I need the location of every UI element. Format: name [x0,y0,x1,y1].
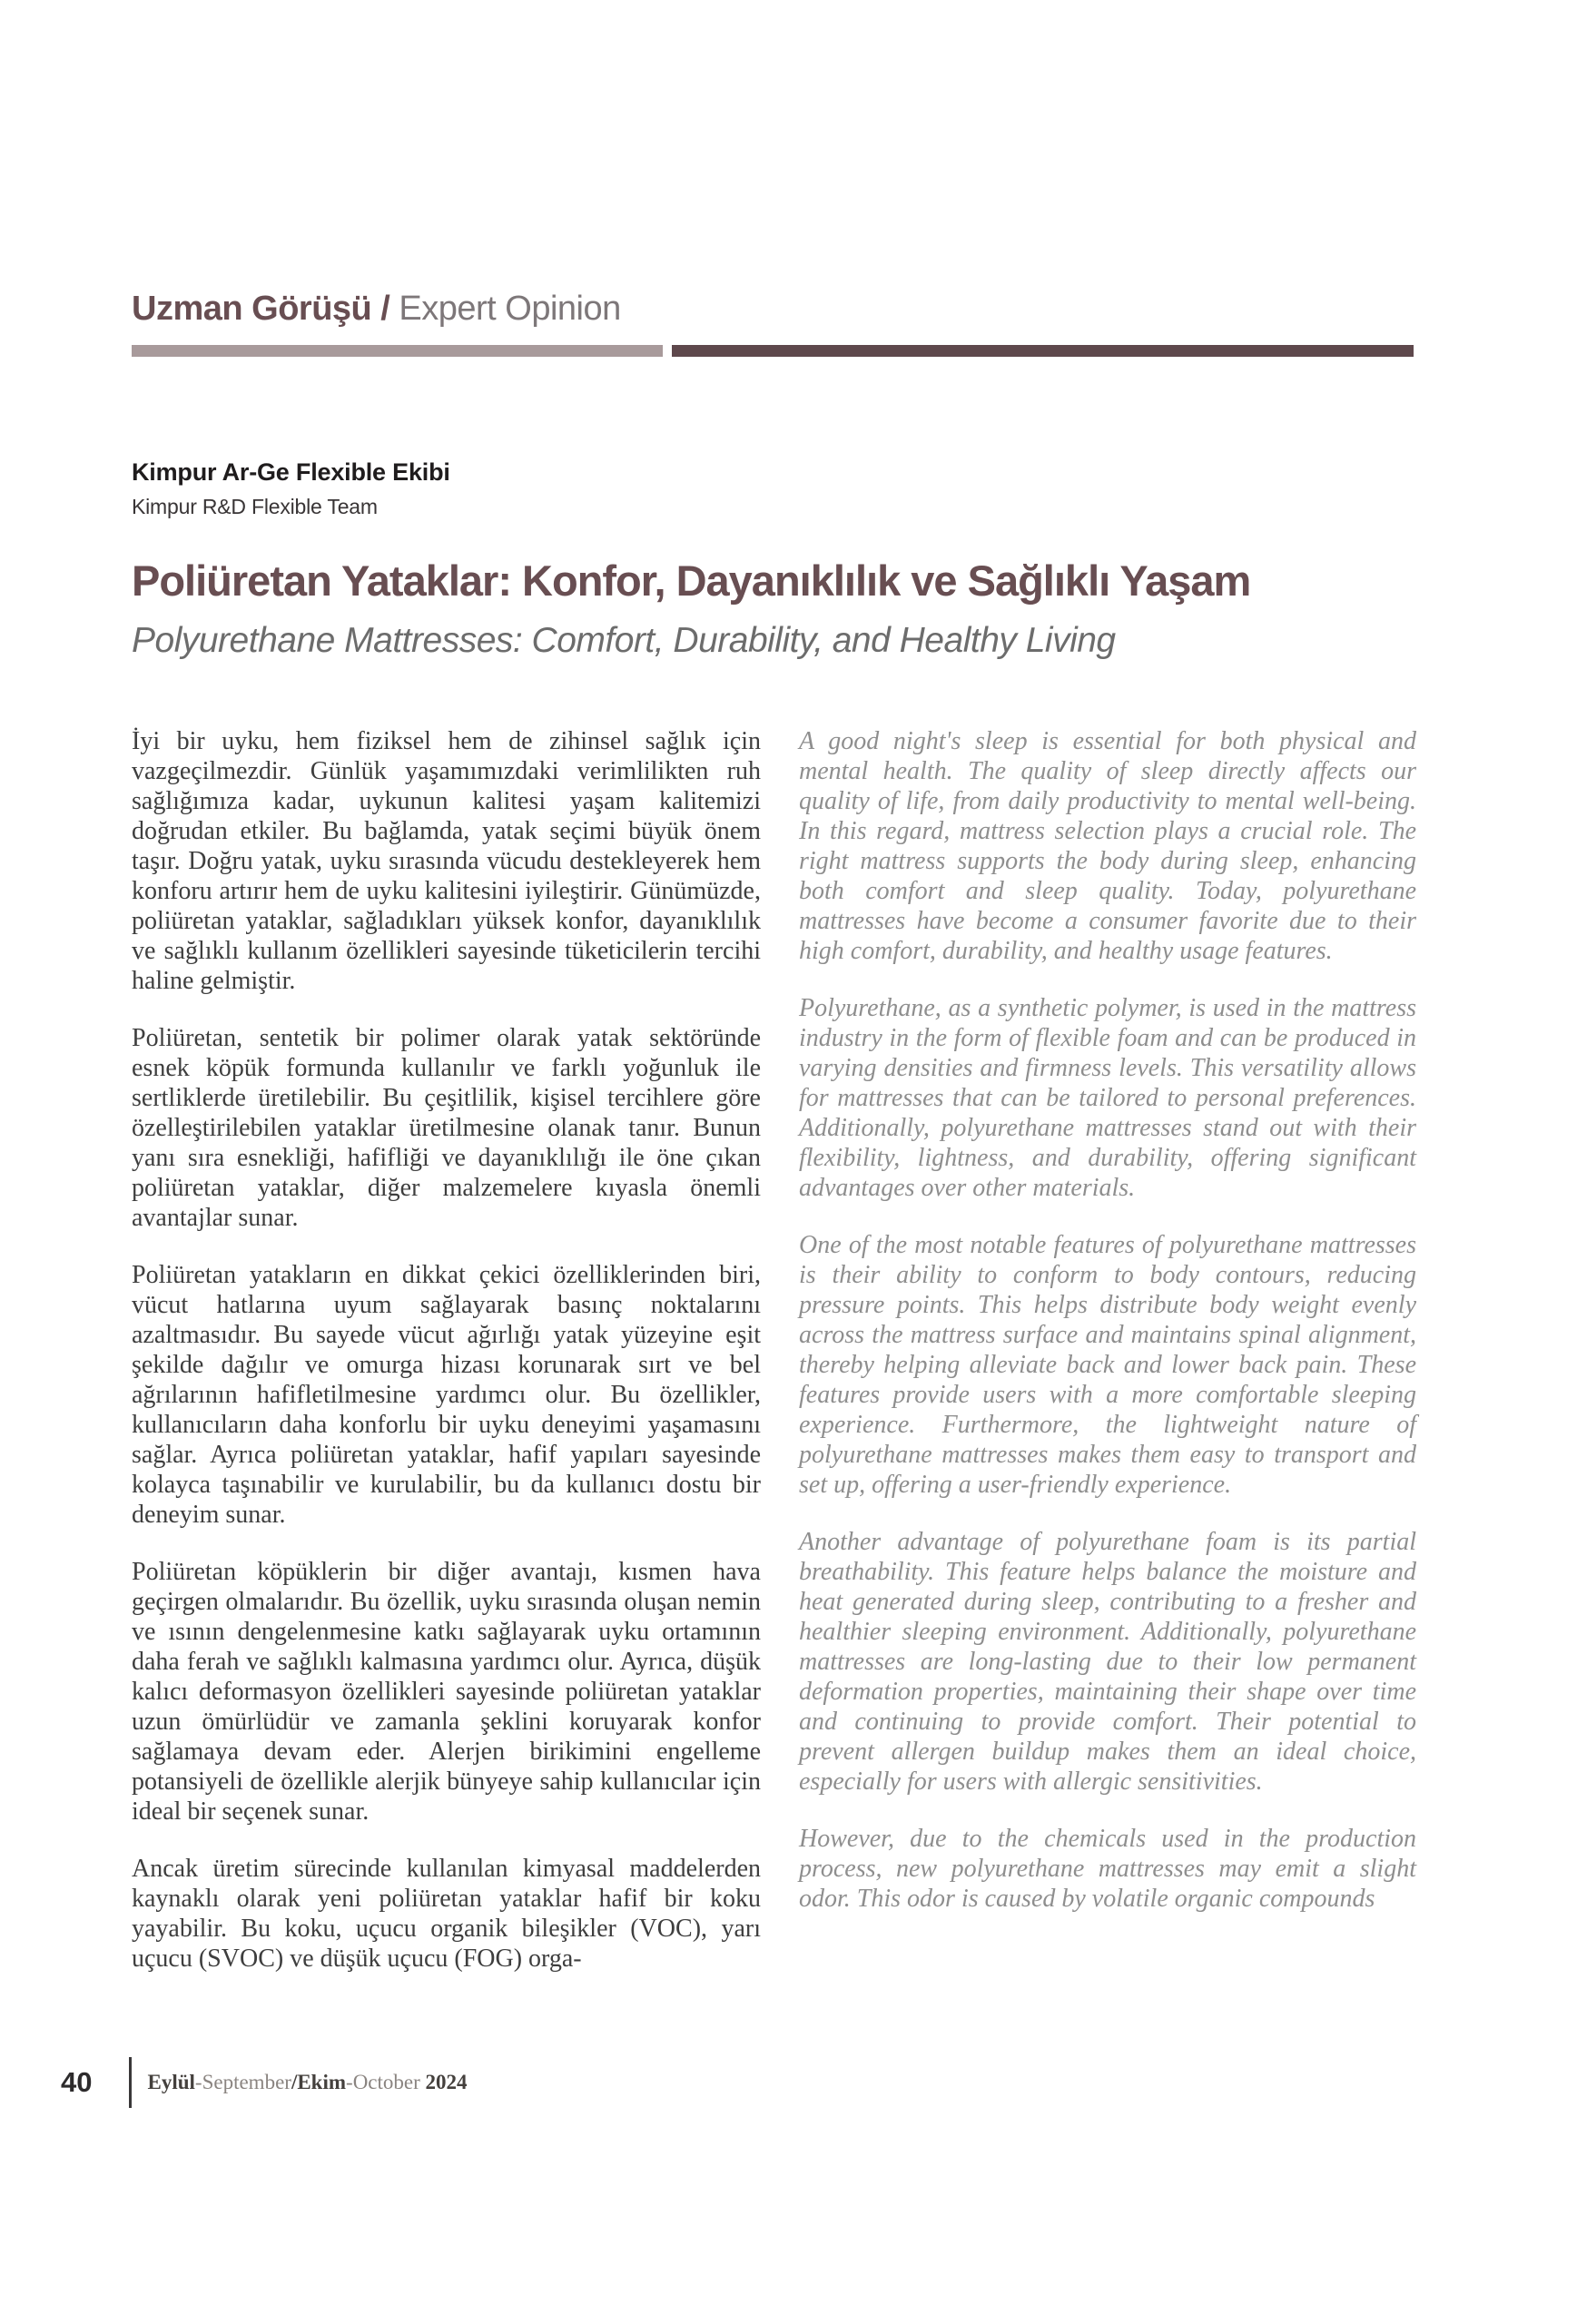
date-segment: September [202,2071,291,2093]
paragraph: Poliüretan, sentetik bir polimer olarak yatak sektöründe esnek köpük formunda kullanılır ve farklı yoğunluk ile sertliklerde üretilebilir. Bu çeşitlilik, kişisel tercihlere göre özelleştirilebilen yataklar üretilmesine olanak tanır. Bunun yanı sıra esnekliği, hafifliği ve dayanıklılığı ile öne çıkan poliüretan yataklar, diğer malzemelere kıyasla önemli avantajlar sunar. [132,1024,761,1232]
date-segment: Ekim [297,2071,347,2093]
article-title-turkish: Poliüretan Yataklar: Konfor, Dayanıklılık ve Sağlıklı Yaşam [132,556,1251,605]
footer-divider [129,2057,132,2108]
date-segment: - [346,2071,353,2093]
article-titles [132,556,1441,663]
column-english [799,726,1416,2001]
page-number: 40 [61,2066,93,2098]
paragraph: One of the most notable features of polyurethane mattresses is their ability to conform to body contours, reducing pressure points. This helps distribute body weight evenly across the mattress surface and maintains spinal alignment, thereby helping alleviate back and lower back pain. These features provide users with a more comfortable sleeping experience. Furthermore, the lightweight nature of polyurethane mattresses makes them easy to transport and set up, offering a user-friendly experience. [799,1231,1416,1499]
section-title [132,287,1414,330]
date-segment: Eylül [147,2071,195,2093]
rule-light-segment [132,345,663,357]
issue-date [147,2071,467,2094]
article-body [132,726,1416,2001]
section-rule [132,345,1414,357]
column-turkish [132,726,761,2001]
byline [132,458,450,519]
date-segment: / [291,2071,298,2093]
paragraph: Ancak üretim sürecinde kullanılan kimyasal maddelerden kaynaklı olarak yeni poliüretan yataklar hafif bir koku yayabilir. Bu koku, uçucu organik bileşikler (VOC), yarı uçucu (SVOC) ve düşük uçucu (FOG) orga- [132,1855,761,1973]
page-footer [61,2057,468,2108]
paragraph: A good night's sleep is essential for both physical and mental health. The quality of sleep directly affects our quality of life, from daily productivity to mental well-being. In this regard, mattress selection plays a crucial role. The right mattress supports the body during sleep, enhancing both comfort and sleep quality. Today, polyurethane mattresses have become a consumer favorite due to their high comfort, durability, and healthy usage features. [799,727,1416,965]
article-title-english: Polyurethane Mattresses: Comfort, Durability, and Healthy Living [132,621,1116,660]
paragraph: Another advantage of polyurethane foam is its partial breathability. This feature helps balance the moisture and heat generated during sleep, contributing to a fresher and healthier sleeping environment. Additionally, polyurethane mattresses are long-lasting due to their low permanent deformation properties, maintaining their shape over time and continuing to provide comfort. Their potential to prevent allergen buildup makes them an ideal choice, especially for users with allergic sensitivities. [799,1528,1416,1796]
section-header [132,287,1414,357]
date-segment: - [194,2071,202,2093]
paragraph: Polyurethane, as a synthetic polymer, is used in the mattress industry in the form of flexible foam and can be produced in varying densities and firmness levels. This versatility allows for mattresses that can be tailored to personal preferences. Additionally, polyurethane mattresses stand out with their flexibility, lightness, and durability, offering significant advantages over other materials. [799,994,1416,1202]
paragraph: İyi bir uyku, hem fiziksel hem de zihinsel sağlık için vazgeçilmezdir. Günlük yaşamımızdaki verimlilikten ruh sağlığımıza kadar, uykunun kalitesi yaşam kalitemizi doğrudan etkiler. Bu bağlamda, yatak seçimi büyük önem taşır. Doğru yatak, uyku sırasında vücudu destekleyerek hem konforu artırır hem de uyku kalitesini iyileştirir. Günümüzde, poliüretan yataklar, sağladıkları yüksek konfor, dayanıklılık ve sağlıklı kullanım özellikleri sayesinde tüketicilerin tercihi haline gelmiştir. [132,727,761,995]
section-title-english: Expert Opinion [399,290,621,328]
author-name-turkish: Kimpur Ar-Ge Flexible Ekibi [132,458,450,486]
author-name-english: Kimpur R&D Flexible Team [132,495,378,518]
date-segment: 2024 [419,2071,468,2093]
paragraph: Poliüretan yatakların en dikkat çekici özelliklerinden biri, vücut hatlarına uyum sağlayarak basınç noktalarını azaltmasıdır. Bu sayede vücut ağırlığı yatak yüzeyine eşit şekilde dağılır ve omurga hizası korunarak sırt ve bel ağrılarının hafifletilmesine yardımcı olur. Bu özellikler, kullanıcıların daha konforlu bir uyku deneyimi yaşamasını sağlar. Ayrıca poliüretan yataklar, hafif yapıları sayesinde kolayca taşınabilir ve kurulabilir, bu da kullanıcı dostu bir deneyim sunar. [132,1261,761,1529]
paragraph: However, due to the chemicals used in the production process, new polyurethane mattresses may emit a slight odor. This odor is caused by volatile organic compounds [799,1825,1416,1913]
paragraph: Poliüretan köpüklerin bir diğer avantajı, kısmen hava geçirgen olmalarıdır. Bu özellik, uyku sırasında oluşan nemin ve ısının dengelenmesine katkı sağlayarak uyku ortamının daha ferah ve sağlıklı kalmasına yardımcı olur. Ayrıca, düşük kalıcı deformasyon özellikleri sayesinde poliüretan yataklar uzun ömürlüdür ve zamanla şeklini koruyarak konfor sağlamaya devam eder. Alerjen birikimini engelleme potansiyeli de özellikle alerjik bünyeye sahip kullanıcılar için ideal bir seçenek sunar. [132,1558,761,1826]
rule-dark-segment [672,345,1414,357]
date-segment: October [352,2071,420,2093]
section-title-turkish: Uzman Görüşü / [132,290,390,328]
